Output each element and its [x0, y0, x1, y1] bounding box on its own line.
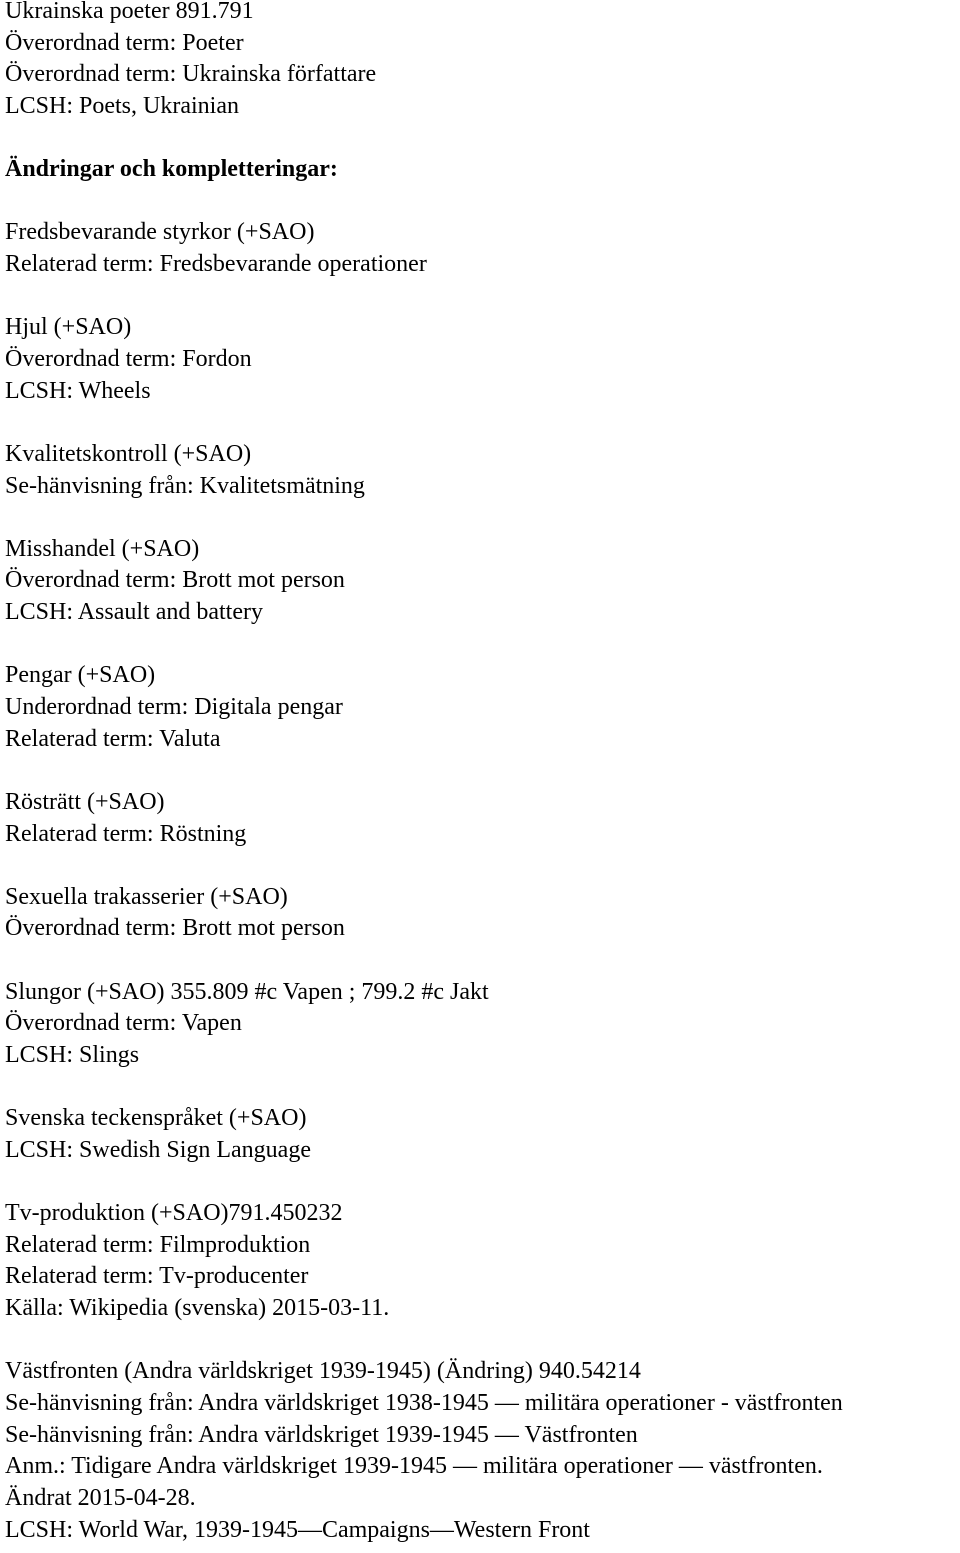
- intro-block: [5, 0, 955, 123]
- entry-svenska-teckensprak: [5, 1103, 955, 1166]
- entry-line: Se-hänvisning från: Kvalitetsmätning: [5, 472, 365, 499]
- entry-line: Relaterad term: Filmproduktion: [5, 1231, 311, 1258]
- entry-line: LCSH: Swedish Sign Language: [5, 1136, 311, 1163]
- entry-misshandel: [5, 534, 955, 629]
- entry-fredsbevarande-styrkor: [5, 217, 955, 280]
- section-heading: Ändringar och kompletteringar:: [5, 156, 338, 183]
- entry-sexuella-trakasserier: [5, 882, 955, 945]
- entry-line: Relaterad term: Valuta: [5, 725, 221, 752]
- entry-line: Relaterad term: Röstning: [5, 820, 247, 847]
- entry-tv-produktion: [5, 1198, 955, 1325]
- entry-term: Slungor (+SAO) 355.809 #c Vapen ; 799.2 #c Jakt: [5, 978, 489, 1005]
- entry-line: Överordnad term: Vapen: [5, 1010, 242, 1037]
- entry-slungor: [5, 977, 955, 1072]
- entry-line: Relaterad term: Tv-producenter: [5, 1263, 309, 1290]
- entry-line: LCSH: World War, 1939-1945—Campaigns—Western Front: [5, 1516, 590, 1543]
- document-body: [5, 0, 955, 1546]
- intro-line: Överordnad term: Poeter: [5, 29, 244, 56]
- entry-term: Fredsbevarande styrkor (+SAO): [5, 219, 315, 246]
- entry-hjul: [5, 312, 955, 407]
- entry-term: Svenska teckenspråket (+SAO): [5, 1105, 307, 1132]
- entry-line: Relaterad term: Fredsbevarande operationer: [5, 251, 427, 278]
- entry-line: Underordnad term: Digitala pengar: [5, 694, 343, 720]
- entry-term: Tv-produktion (+SAO)791.450232: [5, 1200, 343, 1227]
- entry-vastfronten: [5, 1356, 955, 1546]
- entry-line: Överordnad term: Fordon: [5, 346, 252, 372]
- entry-line: Källa: Wikipedia (svenska) 2015-03-11.: [5, 1295, 390, 1322]
- entry-line: LCSH: Wheels: [5, 377, 151, 404]
- intro-line: Överordnad term: Ukrainska författare: [5, 61, 377, 88]
- entry-pengar: [5, 660, 955, 755]
- entry-line: Anm.: Tidigare Andra världskriget 1939-1945 — militära operationer — västfronten.: [5, 1453, 823, 1480]
- entry-line: LCSH: Assault and battery: [5, 599, 263, 626]
- entry-line: Se-hänvisning från: Andra världskriget 1939-1945 — Västfronten: [5, 1421, 638, 1448]
- intro-line: Ukrainska poeter 891.791: [5, 0, 254, 24]
- entry-kvalitetskontroll: [5, 439, 955, 502]
- entry-term: Pengar (+SAO): [5, 662, 156, 689]
- entry-line: Överordnad term: Brott mot person: [5, 567, 345, 594]
- entry-rostratt: [5, 787, 955, 850]
- entry-term: Sexuella trakasserier (+SAO): [5, 883, 288, 910]
- entry-term: Misshandel (+SAO): [5, 535, 200, 562]
- entry-line: Ändrat 2015-04-28.: [5, 1485, 196, 1512]
- entry-line: Se-hänvisning från: Andra världskriget 1938-1945 — militära operationer - västfronten: [5, 1390, 843, 1416]
- intro-line: LCSH: Poets, Ukrainian: [5, 93, 239, 120]
- entry-term: Hjul (+SAO): [5, 314, 132, 341]
- entry-term: Kvalitetskontroll (+SAO): [5, 440, 252, 467]
- entry-term: Västfronten (Andra världskriget 1939-1945) (Ändring) 940.54214: [5, 1358, 641, 1385]
- entry-line: LCSH: Slings: [5, 1042, 140, 1068]
- entry-line: Överordnad term: Brott mot person: [5, 915, 345, 942]
- entry-term: Rösträtt (+SAO): [5, 788, 165, 815]
